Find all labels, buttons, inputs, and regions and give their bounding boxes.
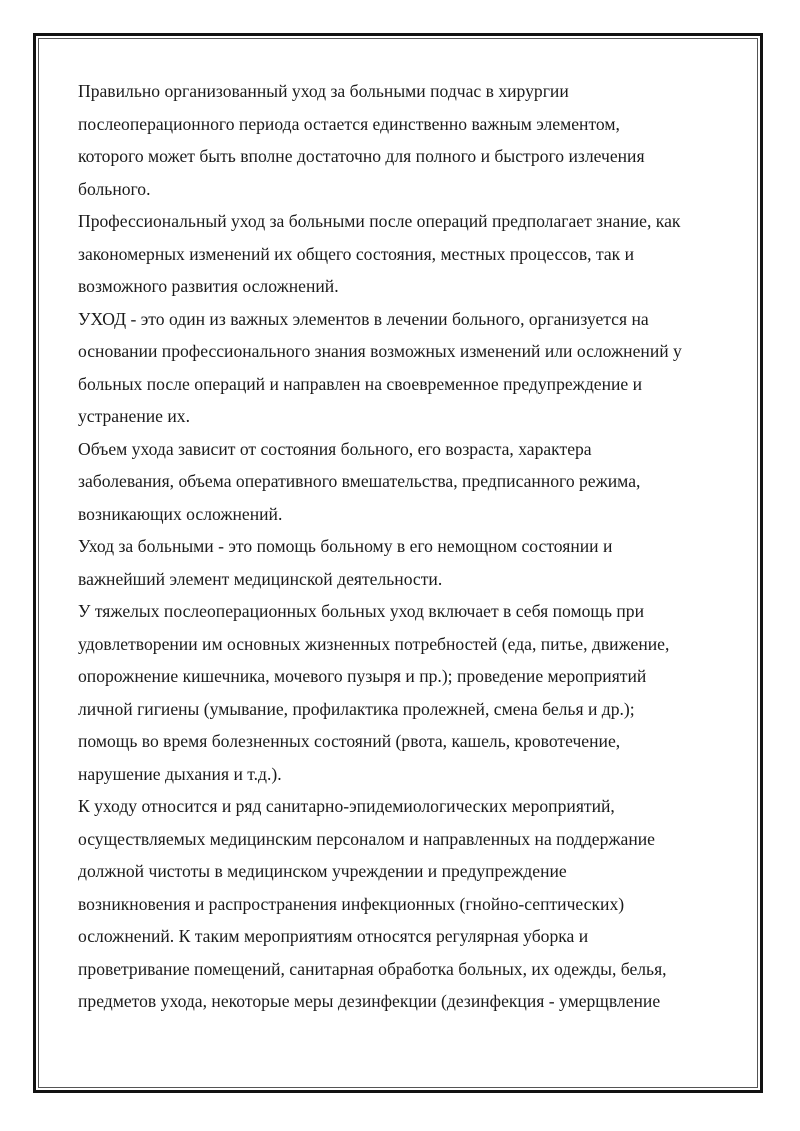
- text-line: удовлетворении им основных жизненных потребностей (еда, питье, движение,: [78, 633, 670, 654]
- text-line: важнейший элемент медицинской деятельности.: [78, 568, 443, 589]
- text-line: заболевания, объема оперативного вмешательства, предписанного режима,: [78, 471, 641, 491]
- text-line: больных после операций и направлен на своевременное предупреждение и: [78, 373, 643, 394]
- text-line: осуществляемых медицинским персоналом и направленных на поддержание: [78, 828, 655, 849]
- text-line: закономерных изменений их общего состояния, местных процессов, так и: [78, 243, 635, 264]
- text-line: К уходу относится и ряд санитарно-эпидемиологических мероприятий,: [78, 796, 615, 816]
- text-line: осложнений. К таким мероприятиям относятся регулярная уборка и: [78, 926, 589, 946]
- text-line: возникновения и распространения инфекционных (гнойно-септических): [78, 893, 625, 914]
- text-line: основании профессионального знания возможных изменений или осложнений у: [78, 341, 682, 361]
- text-line: Профессиональный уход за больными после операций предполагает знание, как: [78, 211, 681, 231]
- text-line: возникающих осложнений.: [78, 503, 283, 524]
- text-line: возможного развития осложнений.: [78, 276, 339, 296]
- text-line: больного.: [78, 178, 151, 199]
- text-line: послеоперационного периода остается единственно важным элементом,: [78, 113, 620, 134]
- page-border: [33, 33, 763, 1093]
- text-line: которого может быть вполне достаточно для полного и быстрого излечения: [78, 146, 645, 166]
- text-line: проветривание помещений, санитарная обработка больных, их одежды, белья,: [78, 958, 667, 979]
- text-line: личной гигиены (умывание, профилактика пролежней, смена белья и др.);: [78, 698, 635, 719]
- text-line: Правильно организованный уход за больными подчас в хирургии: [78, 81, 569, 101]
- text-line: помощь во время болезненных состояний (рвота, кашель, кровотечение,: [78, 731, 621, 751]
- document-body: [78, 75, 728, 1018]
- text-line: нарушение дыхания и т.д.).: [78, 763, 282, 784]
- text-line: опорожнение кишечника, мочевого пузыря и пр.); проведение мероприятий: [78, 666, 647, 686]
- text-line: устранение их.: [78, 406, 190, 426]
- text-line: У тяжелых послеоперационных больных уход включает в себя помощь при: [78, 601, 645, 621]
- text-line: должной чистоты в медицинском учреждении и предупреждение: [78, 861, 567, 881]
- text-line: Объем ухода зависит от состояния больного, его возраста, характера: [78, 438, 592, 459]
- text-line: УХОД - это один из важных элементов в лечении больного, организуется на: [78, 308, 649, 329]
- text-line: Уход за больными - это помощь больному в его немощном состоянии и: [78, 536, 613, 556]
- text-line: предметов ухода, некоторые меры дезинфекции (дезинфекция - умерщвление: [78, 991, 661, 1011]
